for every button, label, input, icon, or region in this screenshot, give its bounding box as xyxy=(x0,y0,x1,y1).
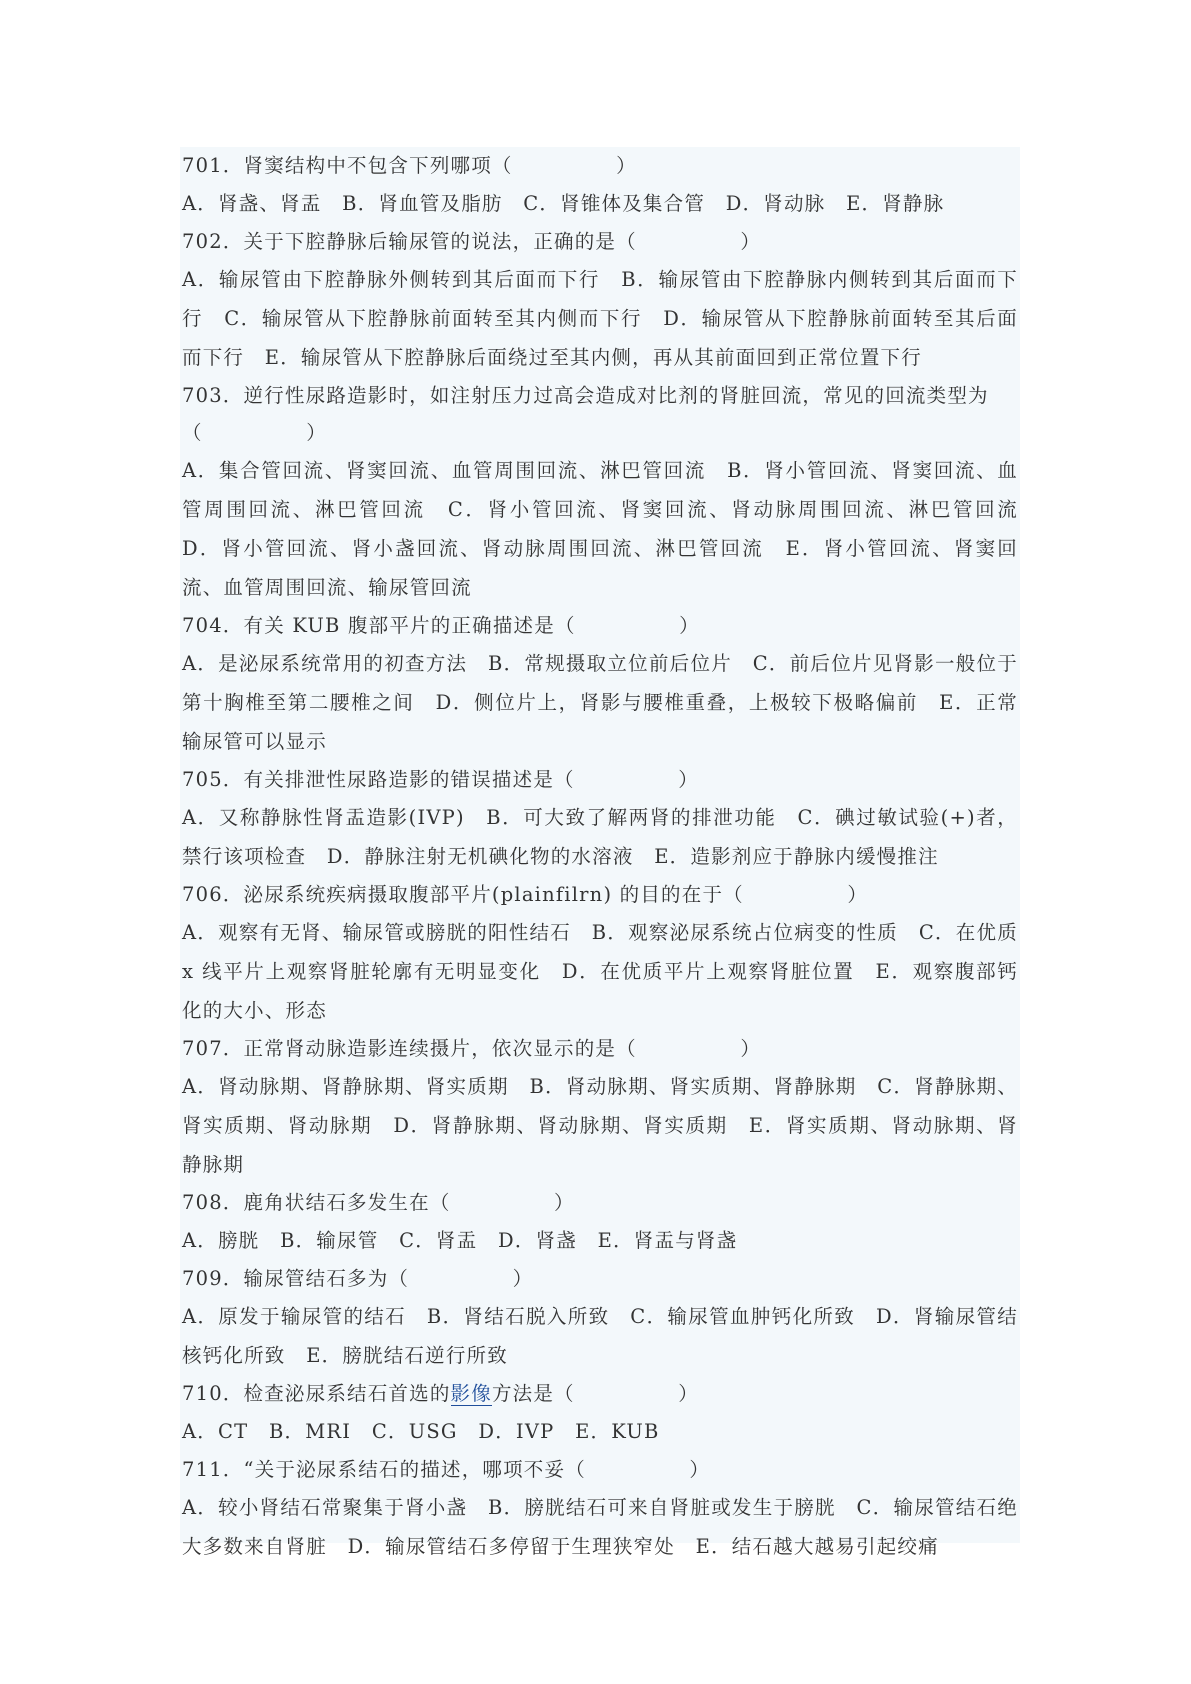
question-options: A．又称静脉性肾盂造影(IVP) B．可大致了解两肾的排泄功能 C．碘过敏试验(+)者，禁行该项检查 D．静脉注射无机碘化物的水溶液 E．造影剂应于静脉内缓慢推注 xyxy=(182,806,1018,868)
question-709 xyxy=(182,1260,1018,1375)
question-706 xyxy=(182,876,1018,1030)
question-options: A．较小肾结石常聚集于肾小盏 B．膀胱结石可来自肾脏或发生于膀胱 C．输尿管结石绝大多数来自肾脏 D．输尿管结石多停留于生理狭窄处 E．结石越大越易引起绞痛 xyxy=(182,1496,1018,1558)
question-711 xyxy=(182,1451,1018,1566)
question-stem xyxy=(182,1375,1018,1412)
question-options: A．原发于输尿管的结石 B．肾结石脱入所致 C．输尿管血肿钙化所致 D．肾输尿管结核钙化所致 E．膀胱结石逆行所致 xyxy=(182,1305,1018,1367)
question-stem: 701．肾窦结构中不包含下列哪项（ ） xyxy=(182,154,637,177)
question-stem: 707．正常肾动脉造影连续摄片，依次显示的是（ ） xyxy=(182,1037,762,1060)
question-708 xyxy=(182,1184,1018,1260)
question-stem: 703．逆行性尿路造影时，如注射压力过高会造成对比剂的肾脏回流，常见的回流类型为（ ） xyxy=(182,384,989,444)
question-704 xyxy=(182,607,1018,761)
question-702 xyxy=(182,223,1018,377)
question-703 xyxy=(182,377,1039,607)
question-list xyxy=(180,147,1039,1558)
question-options: A．集合管回流、肾窦回流、血管周围回流、淋巴管回流 B．肾小管回流、肾窦回流、血管周围回流、淋巴管回流 C．肾小管回流、肾窦回流、肾动脉周围回流、淋巴管回流 D．肾小管回流、肾小盏回流、肾动脉周围回流、淋巴管回流 E．肾小管回流、肾窦回流、血管周围回流、输尿管回流 xyxy=(182,459,1039,599)
question-options: A．输尿管由下腔静脉外侧转到其后面而下行 B．输尿管由下腔静脉内侧转到其后面而下行 C．输尿管从下腔静脉前面转至其内侧而下行 D．输尿管从下腔静脉前面转至其后面而下行 E．输尿管从下腔静脉后面绕过至其内侧，再从其前面回到正常位置下行 xyxy=(182,268,1018,369)
question-options: A．观察有无肾、输尿管或膀胱的阳性结石 B．观察泌尿系统占位病变的性质 C．在优质 x 线平片上观察肾脏轮廓有无明显变化 D．在优质平片上观察肾脏位置 E．观察腹部钙化的大小、形态 xyxy=(182,921,1018,1022)
question-options: A．是泌尿系统常用的初查方法 B．常规摄取立位前后位片 C．前后位片见肾影一般位于第十胸椎至第二腰椎之间 D．侧位片上，肾影与腰椎重叠，上极较下极略偏前 E．正常输尿管可以显示 xyxy=(182,652,1018,753)
question-stem: 706．泌尿系统疾病摄取腹部平片(plainfilrn) 的目的在于（ ） xyxy=(182,883,869,906)
question-stem: 711．“关于泌尿系结石的描述，哪项不妥（ ） xyxy=(182,1458,711,1481)
question-stem-start: 710．检查泌尿系结石首选的 xyxy=(182,1382,451,1405)
question-705 xyxy=(182,761,1018,876)
question-options: A．肾盏、肾盂 B．肾血管及脂肪 C．肾锥体及集合管 D．肾动脉 E．肾静脉 xyxy=(182,192,945,215)
question-stem: 704．有关 KUB 腹部平片的正确描述是（ ） xyxy=(182,614,700,637)
question-707 xyxy=(182,1030,1018,1184)
question-stem-end: 方法是（ ） xyxy=(491,1382,699,1405)
question-options: A．CT B．MRI C．USG D．IVP E．KUB xyxy=(182,1420,660,1443)
question-stem: 708．鹿角状结石多发生在（ ） xyxy=(182,1191,575,1214)
question-options: A．肾动脉期、肾静脉期、肾实质期 B．肾动脉期、肾实质期、肾静脉期 C．肾静脉期、肾实质期、肾动脉期 D．肾静脉期、肾动脉期、肾实质期 E．肾实质期、肾动脉期、肾静脉期 xyxy=(182,1075,1018,1176)
question-stem: 705．有关排泄性尿路造影的错误描述是（ ） xyxy=(182,768,699,791)
question-710 xyxy=(182,1375,1018,1451)
question-options: A．膀胱 B．输尿管 C．肾盂 D．肾盏 E．肾盂与肾盏 xyxy=(182,1229,738,1252)
question-stem: 709．输尿管结石多为（ ） xyxy=(182,1267,534,1290)
image-link[interactable]: 影像 xyxy=(450,1382,492,1405)
question-stem: 702．关于下腔静脉后输尿管的说法，正确的是（ ） xyxy=(182,230,762,253)
question-701 xyxy=(182,147,1018,223)
